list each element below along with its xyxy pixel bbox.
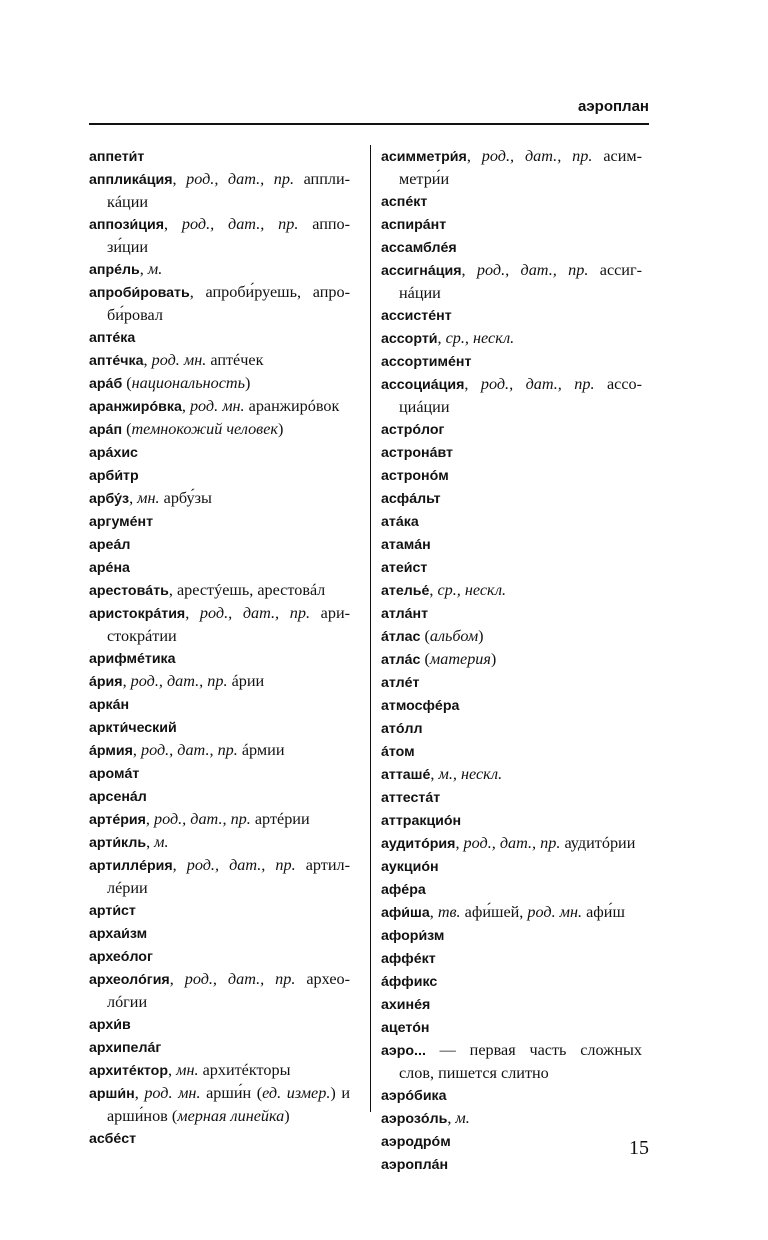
entry-text: афи́ш (582, 903, 625, 921)
dictionary-entry (89, 1036, 350, 1059)
dictionary-entry (89, 168, 350, 213)
entry-text: , (464, 375, 481, 393)
headword: áрия (89, 674, 123, 690)
dictionary-entry (381, 809, 642, 832)
dictionary-entry (89, 1059, 350, 1082)
dictionary-entry (89, 213, 350, 258)
headword: арши́н (89, 1086, 135, 1102)
dictionary-entry (89, 533, 350, 556)
headword: афори́зм (381, 928, 445, 944)
dictionary-entry (89, 579, 350, 602)
dictionary-entry (381, 625, 642, 648)
headword: ассортимéнт (381, 354, 472, 370)
entry-text: , апроби́руешь, апро-би́ровал (107, 283, 350, 324)
grammar-note: м. (154, 833, 169, 851)
headword: арéна (89, 560, 130, 576)
headword: архаи́зм (89, 926, 148, 942)
headword: атлáнт (381, 606, 429, 622)
headword: аттракциóн (381, 813, 462, 829)
grammar-note: род. мн. (527, 903, 583, 921)
dictionary-entry (381, 924, 642, 947)
headword: аркáн (89, 697, 130, 713)
entry-text: ) (284, 1107, 290, 1125)
headword: ассамблéя (381, 240, 457, 256)
grammar-note: род., дат., пр. (181, 215, 299, 233)
grammar-note: род. мн. (189, 397, 245, 415)
entry-text: , (143, 351, 152, 369)
entry-text: аппли-кáции (107, 170, 350, 211)
headword: áтом (381, 744, 415, 760)
headword: архи́в (89, 1017, 131, 1033)
dictionary-entry (89, 945, 350, 968)
entry-text: ) (277, 420, 284, 438)
dictionary-entry (381, 259, 642, 304)
grammar-note: род., дат., пр. (480, 375, 595, 393)
headword: атташé (381, 767, 431, 783)
dictionary-entry (89, 716, 350, 739)
dictionary-entry (89, 395, 350, 418)
dictionary-entry (381, 236, 642, 259)
headword: аттестáт (381, 790, 441, 806)
entry-text: арши́н ( (200, 1084, 263, 1102)
entry-text: архео-лóгии (107, 970, 351, 1011)
grammar-note: альбом (429, 627, 479, 645)
grammar-note: род., дат., пр. (153, 810, 251, 828)
dictionary-entry (381, 510, 642, 533)
dictionary-entry (381, 464, 642, 487)
entry-text: арбу́зы (159, 489, 212, 507)
entry-text: áрии (227, 672, 265, 690)
headword: ацетóн (381, 1020, 430, 1036)
dictionary-entry (381, 694, 642, 717)
grammar-note: ср., нескл. (445, 329, 515, 347)
headword: арби́тр (89, 468, 139, 484)
headword: археолóгия (89, 972, 170, 988)
dictionary-entry (381, 786, 642, 809)
entry-text: ассо-циáции (399, 375, 642, 416)
dictionary-entry (381, 1107, 642, 1130)
entry-text: афи́шей, (460, 903, 528, 921)
dictionary-entry (381, 648, 642, 671)
headword: аппози́ция (89, 217, 165, 233)
dictionary-entry (89, 510, 350, 533)
dictionary-entry (89, 854, 350, 899)
grammar-note: род., дат., пр. (463, 834, 561, 852)
dictionary-entry (89, 1127, 350, 1150)
headword: аппликáция (89, 172, 173, 188)
entry-text: ) и арши́нов ( (107, 1084, 350, 1125)
headword: аэрозóль (381, 1111, 448, 1127)
grammar-note: род. мн. (151, 351, 207, 369)
dictionary-entry (89, 762, 350, 785)
dictionary-entry (381, 213, 642, 236)
entry-text: , (129, 489, 138, 507)
entry-text: , (447, 1109, 456, 1127)
entry-text: , (146, 833, 155, 851)
entry-text: ( (122, 374, 132, 392)
headword: астрóлог (381, 422, 445, 438)
headword: атамáн (381, 537, 431, 553)
headword: архитéктор (89, 1063, 169, 1079)
headword: асимметри́я (381, 149, 467, 165)
page-number: 15 (629, 1137, 649, 1159)
headword: аромáт (89, 766, 140, 782)
entry-text: , (145, 810, 154, 828)
dictionary-entry (89, 418, 350, 441)
entry-text: , (122, 672, 131, 690)
headword: аппети́т (89, 149, 145, 165)
dictionary-entry (381, 1039, 642, 1084)
dictionary-entry (89, 258, 350, 281)
dictionary-entry (381, 304, 642, 327)
dictionary-entry (381, 1153, 642, 1176)
entry-text: , (466, 147, 482, 165)
headword: аранжирóвка (89, 399, 182, 415)
entry-text: аранжирóвок (244, 397, 340, 415)
dictionary-entry (381, 763, 642, 786)
headword: аптéка (89, 330, 136, 346)
dictionary-entry (89, 349, 350, 372)
grammar-note: м. (147, 260, 163, 278)
dictionary-entry (381, 145, 642, 190)
dictionary-entry (381, 832, 642, 855)
dictionary-entry (89, 739, 350, 762)
headword: арбу́з (89, 491, 130, 507)
entry-text: артил-лéрии (107, 856, 350, 897)
headword: апроби́ровать (89, 285, 190, 301)
dictionary-entry (381, 373, 642, 418)
headword: áтлас (381, 629, 421, 645)
dictionary-entry (381, 717, 642, 740)
entry-text: , (455, 834, 464, 852)
headword: арестовáть (89, 583, 169, 599)
entry-text: , (429, 903, 438, 921)
grammar-note: м. (455, 1109, 470, 1127)
headword: аэро... (381, 1043, 426, 1059)
grammar-note: мн. (137, 489, 160, 507)
entry-text: , (429, 581, 438, 599)
dictionary-entry (381, 970, 642, 993)
grammar-note: род., дат., пр. (481, 147, 593, 165)
headword: апрéль (89, 262, 140, 278)
headword: ареáл (89, 537, 131, 553)
grammar-note: материя (429, 650, 491, 668)
dictionary-entry (381, 1084, 642, 1107)
headword: ассигнáция (381, 263, 462, 279)
dictionary-entry (381, 901, 642, 924)
headword: аптéчка (89, 353, 144, 369)
entry-text: , (172, 856, 187, 874)
headword: аспéкт (381, 194, 428, 210)
headword: аспирáнт (381, 217, 447, 233)
entry-text: аудитóрии (560, 834, 636, 852)
entry-text: , (185, 604, 200, 622)
entry-text: , (132, 741, 141, 759)
left-column (89, 145, 350, 1150)
entry-text: áрмии (237, 741, 285, 759)
headword: афи́ша (381, 905, 430, 921)
headword: атóлл (381, 721, 423, 737)
dictionary-entry (89, 281, 350, 326)
grammar-note: род., дат., пр. (199, 604, 310, 622)
dictionary-entry (89, 464, 350, 487)
running-head: аэроплан (578, 98, 649, 115)
entry-text: , (168, 1061, 177, 1079)
headword: арáп (89, 422, 123, 438)
headword: аристокрáтия (89, 606, 186, 622)
dictionary-entry (381, 441, 642, 464)
dictionary-entry (381, 327, 642, 350)
dictionary-entry (381, 602, 642, 625)
dictionary-entry (381, 671, 642, 694)
entry-text: ) (490, 650, 497, 668)
grammar-note: род., дат., пр. (140, 741, 238, 759)
headword: арáб (89, 376, 123, 392)
entry-text: — первая часть сложных слов, пишется слитно (399, 1041, 642, 1082)
headword: артéрия (89, 812, 146, 828)
headword: аэродрóм (381, 1134, 451, 1150)
entry-text: ) (244, 374, 251, 392)
entry-text: , (181, 397, 190, 415)
dictionary-entry (381, 556, 642, 579)
entry-text: ( (420, 650, 430, 668)
headword: арсенáл (89, 789, 147, 805)
headword: асбéст (89, 1131, 137, 1147)
dictionary-entry (89, 899, 350, 922)
headword: арти́кль (89, 835, 147, 851)
headword: аукциóн (381, 859, 439, 875)
headword: аргумéнт (89, 514, 154, 530)
headword: аффéкт (381, 951, 436, 967)
entry-text: , арестýешь, арестовáл (168, 581, 326, 599)
dictionary-entry (89, 326, 350, 349)
dictionary-entry (89, 785, 350, 808)
dictionary-entry (89, 487, 350, 510)
dictionary-entry (381, 878, 642, 901)
headword: арифмéтика (89, 651, 176, 667)
column-divider (370, 145, 371, 1112)
entry-text: асим-метри́и (399, 147, 642, 188)
dictionary-entry (89, 556, 350, 579)
headword: атеи́ст (381, 560, 428, 576)
grammar-note: род. мн. (144, 1084, 201, 1102)
headword: арти́ст (89, 903, 136, 919)
headword: атáка (381, 514, 419, 530)
dictionary-entry (381, 993, 642, 1016)
dictionary-entry (89, 670, 350, 693)
headword: аэроплáн (381, 1157, 449, 1173)
entry-text: , (169, 970, 185, 988)
dictionary-entry (89, 602, 350, 647)
entry-text: артéрии (250, 810, 310, 828)
entry-text: ( (122, 420, 132, 438)
dictionary-entry (381, 1016, 642, 1039)
dictionary-entry (89, 145, 350, 168)
headword: ателье́ (381, 583, 430, 599)
dictionary-entry (89, 808, 350, 831)
grammar-note: род., дат., пр. (184, 970, 296, 988)
dictionary-entry (89, 1082, 350, 1127)
headword: архипелáг (89, 1040, 162, 1056)
headword: атлéт (381, 675, 420, 691)
grammar-note: национальность (131, 374, 245, 392)
dictionary-entry (381, 740, 642, 763)
grammar-note: род., дат., пр. (186, 856, 296, 874)
grammar-note: темнокожий человек (131, 420, 278, 438)
headword: артиллéрия (89, 858, 173, 874)
dictionary-entry (381, 855, 642, 878)
dictionary-entry (89, 647, 350, 670)
headword: ассорти́ (381, 331, 438, 347)
dictionary-entry (381, 190, 642, 213)
entry-text: ) (478, 627, 484, 645)
headword: áрмия (89, 743, 133, 759)
grammar-note: ср., нескл. (437, 581, 507, 599)
headword: афéра (381, 882, 426, 898)
entry-text: ассиг-нáции (399, 261, 643, 302)
headword: аркти́ческий (89, 720, 177, 736)
entry-text: , (134, 1084, 145, 1102)
headword: астронáвт (381, 445, 454, 461)
grammar-note: м., нескл. (438, 765, 503, 783)
headword: аудитóрия (381, 836, 456, 852)
header-rule (89, 123, 649, 125)
grammar-note: тв. (437, 903, 461, 921)
headword: арáхис (89, 445, 138, 461)
entry-text: , (164, 215, 182, 233)
headword: астронóм (381, 468, 449, 484)
right-column (381, 145, 642, 1176)
headword: ахинéя (381, 997, 431, 1013)
dictionary-entry (381, 947, 642, 970)
dictionary-entry (381, 350, 642, 373)
dictionary-entry (89, 922, 350, 945)
dictionary-entry (381, 418, 642, 441)
entry-text: , (172, 170, 187, 188)
entry-text: , (139, 260, 148, 278)
entry-text: , (430, 765, 439, 783)
grammar-note: мн. (176, 1061, 199, 1079)
dictionary-entry (89, 372, 350, 395)
headword: атлáс (381, 652, 421, 668)
dictionary-entry (89, 693, 350, 716)
grammar-note: род., дат., пр. (130, 672, 228, 690)
headword: аэрóбика (381, 1088, 447, 1104)
grammar-note: мерная линейка (177, 1107, 285, 1125)
headword: ассистéнт (381, 308, 452, 324)
entry-text: архитéкторы (198, 1061, 291, 1079)
entry-text: ари-стокрáтии (107, 604, 350, 645)
headword: áффикс (381, 974, 438, 990)
grammar-note: ед. измер. (262, 1084, 331, 1102)
headword: ассоциáция (381, 377, 465, 393)
dictionary-entry (89, 1013, 350, 1036)
dictionary-entry (381, 487, 642, 510)
entry-text: аппо-зи́ции (107, 215, 351, 256)
dictionary-entry (381, 533, 642, 556)
dictionary-entry (381, 1130, 642, 1153)
headword: атмосфéра (381, 698, 460, 714)
entry-text: аптéчек (206, 351, 264, 369)
dictionary-entry (381, 579, 642, 602)
dictionary-entry (89, 968, 350, 1013)
headword: асфáльт (381, 491, 441, 507)
dictionary-entry (89, 441, 350, 464)
entry-text: , (461, 261, 477, 279)
headword: археóлог (89, 949, 153, 965)
entry-text: ( (420, 627, 430, 645)
dictionary-entry (89, 831, 350, 854)
grammar-note: род., дат., пр. (476, 261, 589, 279)
entry-text: , (437, 329, 446, 347)
grammar-note: род., дат., пр. (186, 170, 294, 188)
